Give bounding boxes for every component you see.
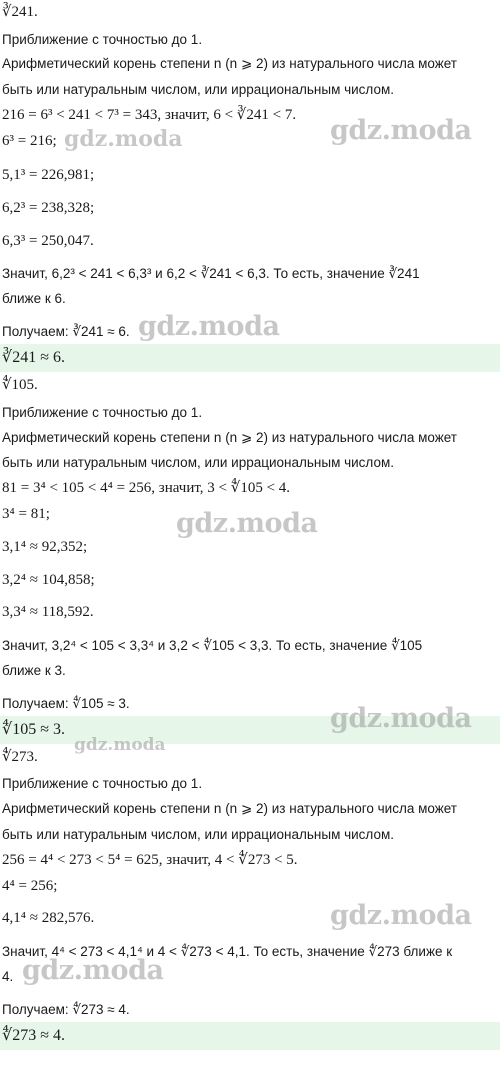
math-line: 4,1⁴ ≈ 282,576.	[2, 910, 95, 926]
math-line: 81 = 3⁴ < 105 < 4⁴ = 256, значит, 3 < ∜105 < 4.	[2, 480, 291, 496]
math-line: 3,2⁴ ≈ 104,858;	[2, 572, 95, 588]
text-line: быть или натуральным числом, или иррациональным числом.	[2, 455, 394, 470]
math-line: 4⁴ = 256;	[2, 878, 58, 894]
text-line: быть или натуральным числом, или иррациональным числом.	[2, 827, 394, 842]
math-line: 3⁴ = 81;	[2, 506, 50, 522]
expression-heading: ∜105.	[2, 377, 38, 393]
text-line: 4.	[2, 969, 14, 984]
text-line: Арифметический корень степени n (n ⩾ 2) из натурального числа может	[2, 430, 457, 445]
text-line: Значит, 4⁴ < 273 < 4,1⁴ и 4 < ∜273 < 4,1. То есть, значение ∜273 ближе к	[2, 944, 453, 959]
watermark-logo: gdz.moda	[138, 311, 280, 342]
text-line: ближе к 6.	[2, 291, 66, 306]
text-line: Значит, 3,2⁴ < 105 < 3,3⁴ и 3,2 < ∜105 < 3,3. То есть, значение ∜105	[2, 638, 423, 653]
watermark-logo: gdz.moda	[330, 703, 472, 734]
math-line: 3,1⁴ ≈ 92,352;	[2, 539, 88, 555]
answer-highlight: ∛241 ≈ 6.	[0, 344, 500, 372]
watermark-logo: gdz.moda	[22, 955, 164, 986]
math-line: 5,1³ = 226,981;	[2, 167, 95, 183]
expression-heading: ∜273.	[2, 749, 38, 765]
text-line: Арифметический корень степени n (n ⩾ 2) из натурального числа может	[2, 801, 457, 816]
text-line: быть или натуральным числом, или иррациональным числом.	[2, 82, 394, 97]
text-line: Приближение с точностью до 1.	[2, 405, 203, 420]
text-line: Арифметический корень степени n (n ⩾ 2) из натурального числа может	[2, 56, 457, 71]
math-line: 6,2³ = 238,328;	[2, 200, 95, 216]
text-line: Значит, 6,2³ < 241 < 6,3³ и 6,2 < ∛241 < 6,3. То есть, значение ∛241	[2, 266, 420, 281]
math-line: 216 = 6³ < 241 < 7³ = 343, значит, 6 < ∛241 < 7.	[2, 107, 297, 123]
answer-highlight: ∜105 ≈ 3.	[0, 716, 500, 744]
answer-highlight: ∜273 ≈ 4.	[0, 1022, 500, 1050]
text-line: Получаем: ∛241 ≈ 6.	[2, 324, 130, 339]
watermark-logo: gdz.moda	[74, 735, 166, 755]
watermark-logo: gdz.moda	[176, 508, 318, 539]
math-line: 6,3³ = 250,047.	[2, 233, 94, 249]
watermark-logo: gdz.moda	[64, 126, 183, 152]
math-line: 3,3⁴ ≈ 118,592.	[2, 604, 94, 620]
text-line: Приближение с точностью до 1.	[2, 776, 203, 791]
text-line: Приближение с точностью до 1.	[2, 32, 203, 47]
watermark-logo: gdz.moda	[330, 115, 472, 146]
expression-heading: ∛241.	[2, 4, 38, 20]
text-line: ближе к 3.	[2, 663, 66, 678]
text-line: Получаем: ∜273 ≈ 4.	[2, 1002, 130, 1017]
watermark-logo: gdz.moda	[330, 900, 472, 931]
math-line: 6³ = 216;	[2, 133, 57, 149]
text-line: Получаем: ∜105 ≈ 3.	[2, 696, 130, 711]
math-line: 256 = 4⁴ < 273 < 5⁴ = 625, значит, 4 < ∜273 < 5.	[2, 852, 298, 868]
